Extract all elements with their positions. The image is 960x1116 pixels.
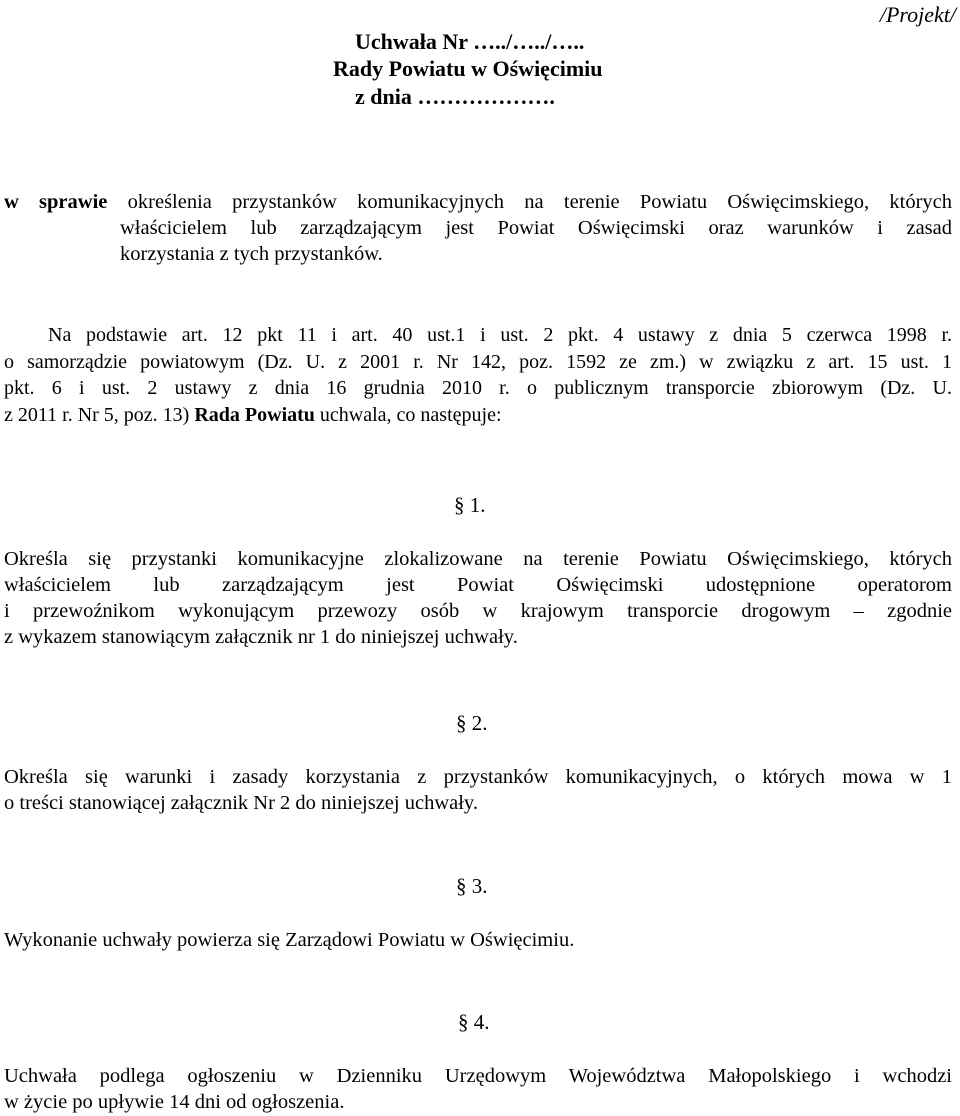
section-line: Określa się warunki i zasady korzystania z przystanków komunikacyjnych, o których mowa w 1 [4, 766, 952, 788]
legal-basis [4, 322, 952, 428]
section-line: i przewoźnikom wykonującym przewozy osób w krajowym transporcie drogowym – zgodnie [4, 600, 952, 622]
subject-lead: w sprawie [4, 191, 108, 213]
council-name: Rady Powiatu w Oświęcimiu [333, 56, 603, 81]
section-body [4, 927, 952, 953]
section-line: o treści stanowiącej załącznik Nr 2 do niniejszej uchwały. [4, 792, 478, 814]
resolution-header [0, 28, 960, 118]
section-line: w życie po upływie 14 dni od ogłoszenia. [4, 1091, 345, 1113]
council-emphasis: Rada Powiatu [194, 403, 315, 426]
preamble-line: pkt. 6 i ust. 2 ustawy z dnia 16 grudnia 2010 r. o publicznym transporcie zbiorowym (Dz. U. [4, 377, 952, 399]
resolution-date: z dnia ………………. [355, 84, 555, 109]
subject-line: właścicielem lub zarządzającym jest Powiat Oświęcimski oraz warunków i zasad [120, 217, 952, 239]
section-line: właścicielem lub zarządzającym jest Powiat Oświęcimski udostępnione operatorom [4, 574, 952, 596]
section-heading: § 3. [456, 874, 488, 898]
section-heading: § 1. [454, 493, 486, 517]
preamble-line: Na podstawie art. 12 pkt 11 i art. 40 ust.1 i ust. 2 pkt. 4 ustawy z dnia 5 czerwca 1998 r. [48, 324, 952, 346]
section-body [4, 546, 952, 650]
section-body [4, 1063, 952, 1115]
section-line: Określa się przystanki komunikacyjne zlokalizowane na terenie Powiatu Oświęcimskiego, których [4, 548, 952, 570]
preamble-line: z 2011 r. Nr 5, poz. 13) Rada Powiatu uchwala, co następuje: [4, 403, 502, 426]
subject-line: w sprawie określenia przystanków komunikacyjnych na terenie Powiatu Oświęcimskiego, których [4, 191, 952, 213]
section-heading: § 2. [456, 711, 488, 735]
section-heading: § 4. [458, 1010, 490, 1034]
section-line: Wykonanie uchwały powierza się Zarządowi Powiatu w Oświęcimiu. [4, 929, 575, 951]
resolution-subject [4, 189, 952, 267]
draft-label: /Projekt/ [879, 2, 956, 27]
resolution-number: Uchwała Nr …../…../….. [355, 29, 585, 54]
section-body [4, 764, 952, 816]
preamble-line: o samorządzie powiatowym (Dz. U. z 2001 r. Nr 142, poz. 1592 ze zm.) w związku z art. 15 ust. 1 [4, 350, 952, 373]
subject-line: korzystania z tych przystanków. [120, 243, 383, 265]
section-line: z wykazem stanowiącym załącznik nr 1 do niniejszej uchwały. [4, 626, 518, 648]
section-line: Uchwała podlega ogłoszeniu w Dzienniku Urzędowym Województwa Małopolskiego i wchodzi [4, 1065, 952, 1087]
